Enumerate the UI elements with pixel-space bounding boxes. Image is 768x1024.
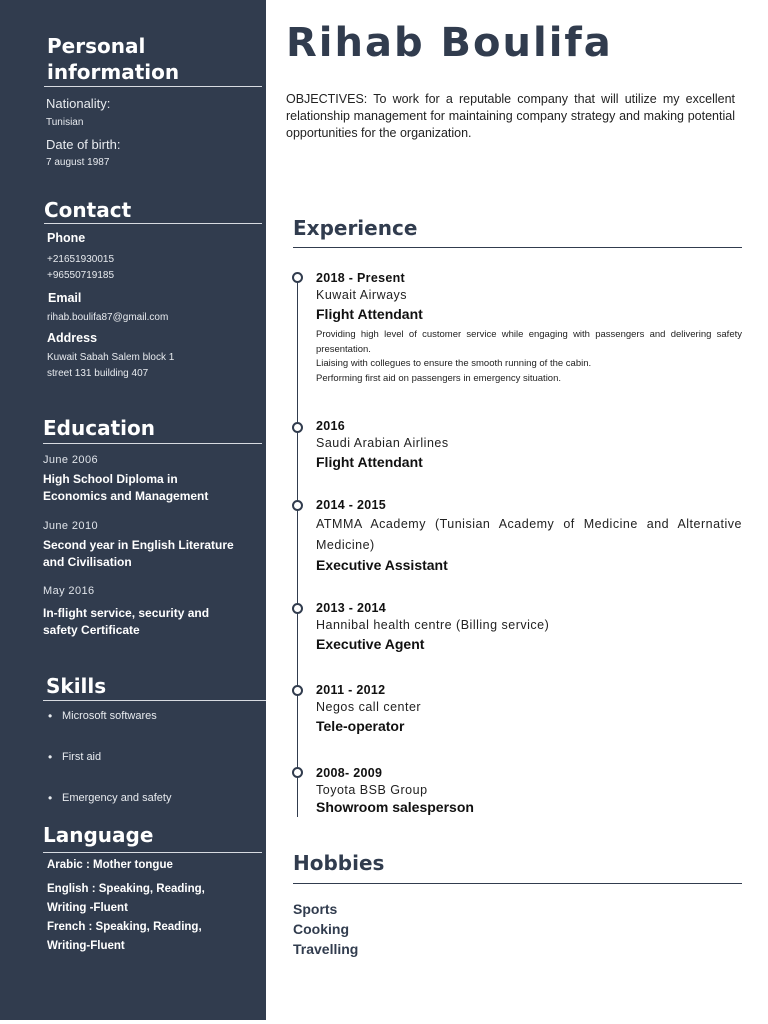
skill-item: • First aid (46, 751, 312, 763)
job-org: Saudi Arabian Airlines (316, 436, 449, 450)
candidate-name: Rihab Boulifa (286, 20, 613, 66)
hobbies-rule (293, 883, 742, 884)
job-period: 2013 - 2014 (316, 601, 387, 615)
timeline-node (292, 272, 303, 283)
job-description-line: Providing high level of customer service while engaging with passengers and delivering safety presentation. (316, 329, 742, 355)
job-entry (316, 683, 742, 734)
nationality-label: Nationality: (46, 96, 111, 111)
phone-label: Phone (47, 231, 86, 245)
address-line-2: street 131 building 407 (47, 368, 149, 379)
language-item: French : Speaking, Reading, Writing-Fluent (47, 921, 202, 952)
skill-item: • Microsoft softwares (46, 710, 312, 722)
language-heading: Language (43, 823, 154, 847)
job-title: Tele-operator (316, 718, 405, 734)
timeline-node (292, 767, 303, 778)
education-heading: Education (43, 416, 155, 440)
personal-info-rule (44, 86, 262, 87)
skills-heading: Skills (46, 674, 107, 698)
personal-info-heading-line1: Personal (47, 34, 146, 58)
personal-info-heading (47, 33, 179, 85)
main-content (266, 0, 768, 1024)
job-org: ATMMA Academy (Tunisian Academy of Medicine and Alternative Medicine) (316, 517, 742, 552)
experience-rule (293, 247, 742, 248)
sidebar (0, 0, 266, 1020)
hobbies-list (293, 899, 358, 959)
education-date-1: June 2006 (43, 454, 98, 466)
hobby-item: Travelling (293, 941, 359, 957)
hobbies-heading: Hobbies (293, 851, 385, 875)
job-description-line: Performing first aid on passengers in emergency situation. (316, 372, 562, 384)
job-org: Kuwait Airways (316, 288, 408, 302)
job-title: Flight Attendant (316, 306, 423, 322)
job-description-line: Liaising with collegues to ensure the smooth running of the cabin. (316, 358, 592, 369)
job-title: Executive Assistant (316, 557, 448, 573)
job-entry (316, 766, 742, 815)
language-item: English : Speaking, Reading, Writing -Fluent (47, 883, 205, 914)
objectives-text: OBJECTIVES: To work for a reputable company that will utilize my excellent relationship management for maintaining company strategy and making potential opportunities for the organization. (286, 92, 735, 140)
experience-timeline (297, 277, 298, 817)
phone-number-1: +21651930015 (47, 254, 115, 265)
job-title: Flight Attendant (316, 454, 423, 470)
education-date-2: June 2010 (43, 520, 98, 532)
email-label: Email (48, 291, 82, 305)
job-period: 2008- 2009 (316, 766, 383, 780)
hobby-item: Sports (293, 901, 338, 917)
nationality-value: Tunisian (46, 117, 84, 128)
address-line-1: Kuwait Sabah Salem block 1 (47, 352, 175, 363)
language-rule (43, 852, 262, 853)
timeline-node (292, 685, 303, 696)
address-label: Address (47, 331, 98, 345)
job-entry (316, 498, 742, 573)
timeline-node (292, 500, 303, 511)
contact-rule (44, 223, 262, 224)
education-title-2: Second year in English Literature and Civilisation (43, 538, 234, 569)
education-title-3: In-flight service, security and safety Certificate (43, 606, 210, 637)
timeline-node (292, 422, 303, 433)
job-title: Showroom salesperson (316, 799, 474, 815)
job-title: Executive Agent (316, 636, 425, 652)
job-entry (316, 601, 742, 652)
skill-item: • Emergency and safety (46, 792, 312, 804)
email-value: rihab.boulifa87@gmail.com (47, 312, 169, 323)
job-period: 2016 (316, 419, 346, 433)
job-org: Hannibal health centre (Billing service) (316, 618, 550, 632)
job-entry (316, 419, 742, 470)
education-title-1: High School Diploma in Economics and Management (43, 472, 209, 503)
job-description (316, 328, 742, 386)
hobby-item: Cooking (293, 921, 349, 937)
personal-info-heading-line2: information (47, 60, 180, 84)
timeline-node (292, 603, 303, 614)
phone-number-2: +96550719185 (47, 270, 115, 281)
contact-heading: Contact (44, 198, 132, 222)
job-period: 2018 - Present (316, 271, 405, 285)
job-entry (316, 271, 742, 386)
experience-heading: Experience (293, 216, 418, 240)
skills-rule (43, 700, 266, 701)
job-org: Negos call center (316, 700, 422, 714)
education-date-3: May 2016 (43, 585, 95, 597)
dob-label: Date of birth: (46, 137, 121, 152)
job-period: 2014 - 2015 (316, 498, 387, 512)
education-rule (43, 443, 262, 444)
job-period: 2011 - 2012 (316, 683, 386, 697)
language-item: Arabic : Mother tongue (47, 859, 173, 871)
job-org: Toyota BSB Group (316, 783, 428, 797)
dob-value: 7 august 1987 (46, 157, 110, 168)
